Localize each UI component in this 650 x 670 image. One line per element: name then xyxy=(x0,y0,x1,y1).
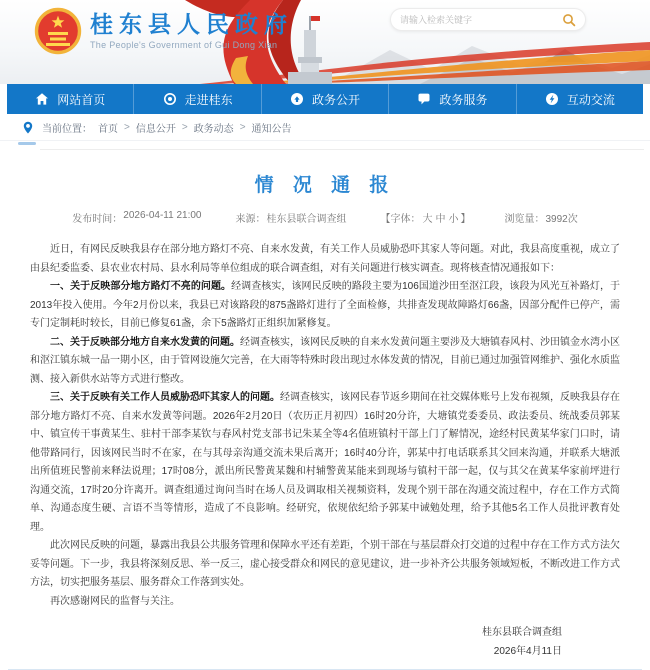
signature-date: 2026年4月11日 xyxy=(493,646,562,657)
page-title: 情 况 通 报 xyxy=(254,175,396,196)
rings-icon xyxy=(163,92,177,106)
location-pin-icon xyxy=(22,121,34,134)
nav-item-disclosure[interactable] xyxy=(262,84,389,114)
breadcrumb-item-home[interactable]: 首页 xyxy=(98,123,118,135)
accent-chip xyxy=(18,142,36,145)
sub-divider xyxy=(0,141,650,152)
breadcrumb-item-notices[interactable]: 通知公告 xyxy=(251,123,292,135)
breadcrumb xyxy=(0,114,650,141)
site-title-block xyxy=(90,11,293,50)
publish-time: 发布时间： 2026-04-11 21:00 xyxy=(72,210,202,225)
breadcrumb-separator: > xyxy=(124,121,130,133)
article-content xyxy=(0,152,650,661)
breadcrumb-item-dynamics[interactable]: 政务动态 xyxy=(193,123,234,135)
nav-item-interaction[interactable] xyxy=(517,84,643,114)
search-icon[interactable] xyxy=(562,13,576,27)
article-paragraph: 再次感谢网民的监督与关注。 xyxy=(50,595,180,607)
search-input[interactable] xyxy=(400,15,562,25)
site-subtitle: The People's Government of Gui Dong Xian xyxy=(90,40,278,50)
font-size-large[interactable]: 大 xyxy=(422,214,433,225)
breadcrumb-separator: > xyxy=(239,121,246,133)
search-box xyxy=(390,8,586,31)
signature-org: 桂东县联合调查组 xyxy=(482,627,562,638)
site-header xyxy=(0,0,650,84)
divider-line xyxy=(40,149,644,150)
nav-item-label: 政务服务 xyxy=(439,92,488,107)
disclosure-icon xyxy=(290,92,304,106)
home-icon xyxy=(35,92,49,106)
breadcrumb-separator: > xyxy=(181,121,188,133)
nav-item-label: 互动交流 xyxy=(566,92,615,107)
nav-item-services[interactable] xyxy=(389,84,516,114)
nav-item-label: 网站首页 xyxy=(57,92,106,107)
font-size-medium[interactable]: 中 xyxy=(435,214,446,225)
article-body xyxy=(30,241,620,611)
site-title: 桂东县人民政府 xyxy=(90,11,293,37)
breadcrumb-item-info[interactable]: 信息公开 xyxy=(135,123,176,135)
service-bubble-icon xyxy=(417,92,431,106)
article-meta xyxy=(30,210,620,225)
signature-block xyxy=(30,623,620,661)
article-paragraph: 二、关于反映部分地方自来水发黄的问题。经调查核实，该网民反映的自来水发黄问题主要涉及大塘镇春风村、沙田镇金水湾小区和沤江镇东城一品一期小区，由于管网设施欠完善，在大雨等特殊时段出现过水体发黄的情况，目前已通过加强管网维护、强化水质监测、接入新供水站等方式进行整改。 xyxy=(30,336,620,385)
nav-item-label: 政务公开 xyxy=(312,92,361,107)
view-count: 浏览量： 3992次 xyxy=(504,214,578,225)
font-size-control: 【字体： 大 中 小 】 xyxy=(380,210,470,225)
article-paragraph: 近日，有网民反映我县存在部分地方路灯不亮、自来水发黄，有关工作人员威胁恐吓其家人等问题。对此，我县高度重视，成立了由县纪委监委、县农业农村局、县水利局等单位组成的联合调查组，对有关问题进行核实调查。现将核查情况通报如下： xyxy=(30,244,620,274)
interact-bolt-icon xyxy=(545,92,559,106)
article-paragraph: 一、关于反映部分地方路灯不亮的问题。经调查核实，该网民反映的路段主要为106国道沙田至沤江段，该段为风光互补路灯，于2013年投入使用。今年2月份以来，我县已对该路段的875盏路灯进行了全面检修，共排查发现故障路灯66盏，因部分配件已停产，需专门定制耗时较长，目前已修复61盏，余下5盏路灯正组织加紧修复。 xyxy=(30,281,621,329)
nav-item-home[interactable] xyxy=(7,84,134,114)
font-size-small[interactable]: 小 xyxy=(448,214,459,225)
article-paragraph: 此次网民反映的问题，暴露出我县公共服务管理和保障水平还有差距，个别干部在与基层群众打交道的过程中存在工作方式方法欠妥等问题。下一步，我县将深刻反思、举一反三，虚心接受群众和网民的意见建议，进一步补齐公共服务领域短板，不断改进工作方式方法，切实把服务基层、服务群众工作落到实处。 xyxy=(30,540,620,588)
main-nav xyxy=(7,84,643,114)
monument-silhouette xyxy=(288,16,332,84)
article-paragraph: 三、关于反映有关工作人员威胁恐吓其家人的问题。经调查核实，该网民春节返乡期间在社交媒体账号上发布视频，反映我县存在部分地方路灯不亮、自来水发黄等问题。2026年2月20日（农历正月初四）16时20分许，大塘镇党委委员、政法委员、统战委员郭某中、镇宣传干事黄某生、驻村干部李某钦与春风村党支部书记朱某全等4名值班镇村干部上门了解情况，途经村民黄某华家门口时，请他带路同行，因该网民当时不在家，在与其母亲沟通交流未果后离开；16时40分许，郭某中打电话联系其父回来沟通，并联系大塘派出所值班民警前来释法说理；17时08分，派出所民警黄某魏和村辅警黄某能来到现场与镇村干部一起，仅与其父在黄某华家前坪进行沟通交流，17时20分许离开。调查组通过询问当时在场人员及调取相关视频资料，发现个别干部在沟通交流过程中，存在工作方式简单、沟通态度生硬、言语不当等情形，造成了不良影响。经研究，依规依纪给予郭某中诫勉处理，给予其他5名工作人员批评教育处理。 xyxy=(30,392,620,533)
article-source: 来源： 桂东县联合调查组 xyxy=(235,214,347,225)
nav-item-about[interactable] xyxy=(134,84,261,114)
nav-item-label: 走进桂东 xyxy=(184,92,233,107)
national-emblem-logo xyxy=(34,7,82,55)
breadcrumb-label: 当前位置： xyxy=(42,123,92,135)
